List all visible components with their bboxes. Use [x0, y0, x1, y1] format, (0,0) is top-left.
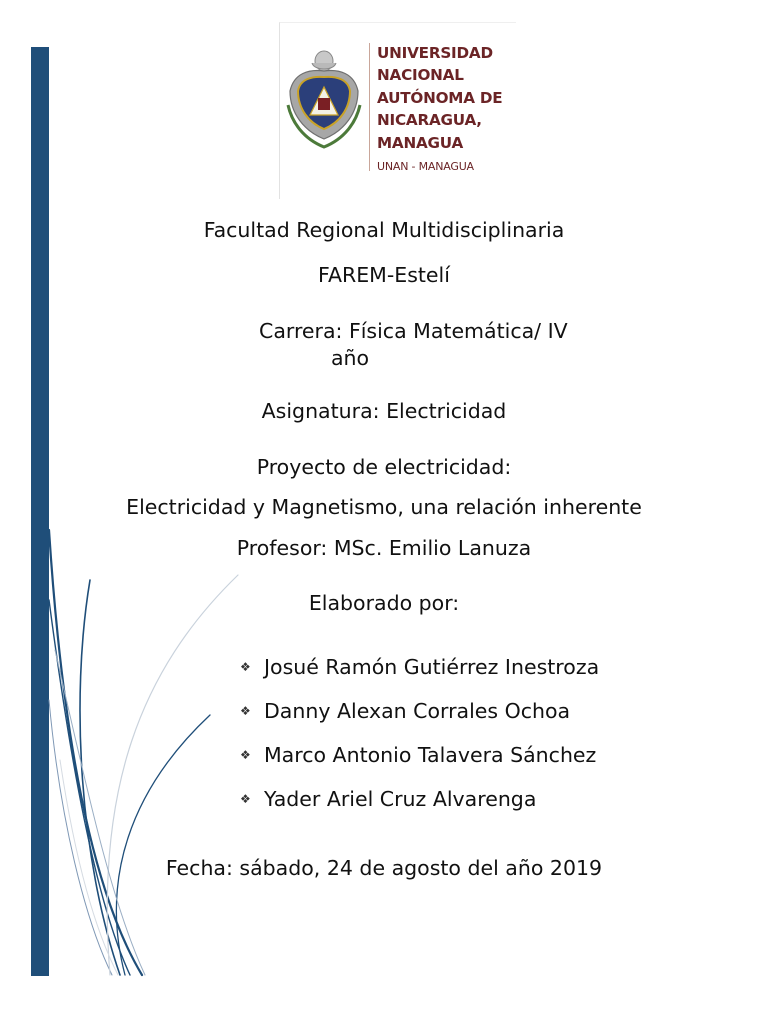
- university-name-line: NICARAGUA,: [377, 111, 482, 130]
- university-name-line: UNIVERSIDAD: [377, 44, 493, 62]
- diamond-bullet-icon: ❖: [240, 748, 251, 762]
- campus-name: FAREM-Estelí: [318, 263, 450, 287]
- university-name: [377, 42, 513, 178]
- university-seal-icon: [284, 43, 364, 153]
- project-label: Proyecto de electricidad:: [256, 455, 512, 479]
- list-item: [240, 645, 599, 689]
- project-title: Electricidad y Magnetismo, una relación inherente: [126, 495, 642, 519]
- author-name: Josué Ramón Gutiérrez Inestroza: [264, 655, 600, 679]
- diamond-bullet-icon: ❖: [240, 660, 251, 674]
- date-line: Fecha: sábado, 24 de agosto del año 2019: [165, 856, 603, 880]
- career-line-1: Carrera: Física Matemática/ IV: [259, 319, 568, 343]
- logo-divider: [369, 43, 370, 171]
- diamond-bullet-icon: ❖: [240, 704, 251, 718]
- university-name-line: NACIONAL: [377, 66, 464, 85]
- authors-label: Elaborado por:: [308, 591, 460, 615]
- author-name: Yader Ariel Cruz Alvarenga: [264, 787, 537, 811]
- diamond-bullet-icon: ❖: [240, 792, 251, 806]
- list-item: [240, 777, 599, 821]
- list-item: [240, 733, 599, 777]
- author-name: Danny Alexan Corrales Ochoa: [264, 699, 571, 723]
- university-name-line: AUTÓNOMA DE: [377, 88, 503, 107]
- university-acronym: UNAN - MANAGUA: [377, 160, 474, 174]
- author-name: Marco Antonio Talavera Sánchez: [264, 743, 597, 767]
- faculty-name: Facultad Regional Multidisciplinaria: [203, 218, 565, 242]
- professor-line: Profesor: MSc. Emilio Lanuza: [236, 536, 532, 560]
- university-logo: [279, 22, 516, 199]
- subject-line: Asignatura: Electricidad: [261, 399, 507, 423]
- career-line-2: año: [331, 346, 370, 370]
- authors-list: [240, 645, 599, 821]
- list-item: [240, 689, 599, 733]
- university-name-line: MANAGUA: [377, 133, 464, 152]
